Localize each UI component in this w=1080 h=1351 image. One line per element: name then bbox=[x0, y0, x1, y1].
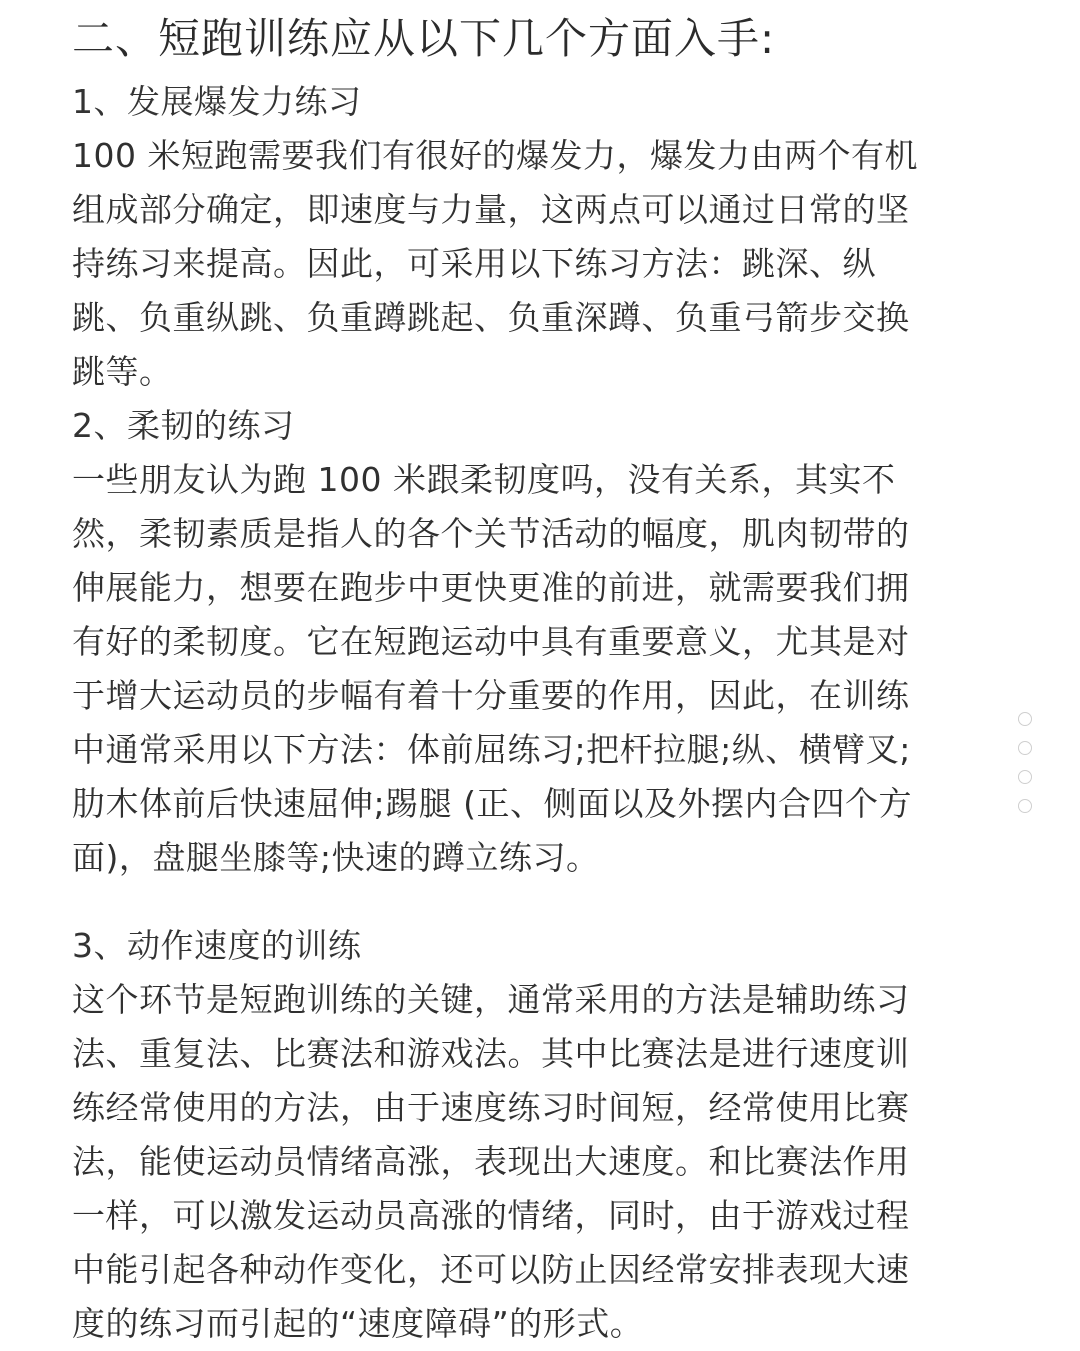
paragraph-line: 度的练习而引起的“速度障碍”的形式。 bbox=[72, 1304, 644, 1343]
paragraph-line: 于增大运动员的步幅有着十分重要的作用，因此，在训练 bbox=[72, 676, 910, 715]
paragraph-line: 100 米短跑需要我们有很好的爆发力，爆发力由两个有机 bbox=[72, 136, 918, 175]
paragraph-line: 一些朋友认为跑 100 米跟柔韧度吗，没有关系，其实不 bbox=[72, 460, 896, 499]
paragraph-line: 组成部分确定，即速度与力量，这两点可以通过日常的坚 bbox=[72, 190, 910, 229]
circle-indicator-icon[interactable] bbox=[1018, 770, 1032, 784]
circle-indicator-icon[interactable] bbox=[1018, 741, 1032, 755]
paragraph-line: 一样，可以激发运动员高涨的情绪，同时，由于游戏过程 bbox=[72, 1196, 910, 1235]
paragraph-line: 中通常采用以下方法：体前屈练习;把杆拉腿;纵、横臂叉; bbox=[72, 730, 911, 769]
paragraph-line: 练经常使用的方法，由于速度练习时间短，经常使用比赛 bbox=[72, 1088, 910, 1127]
paragraph-line: 面)，盘腿坐膝等;快速的蹲立练习。 bbox=[72, 838, 600, 877]
paragraph-line: 跳、负重纵跳、负重蹲跳起、负重深蹲、负重弓箭步交换 bbox=[72, 298, 910, 337]
paragraph-line: 这个环节是短跑训练的关键，通常采用的方法是辅助练习 bbox=[72, 980, 910, 1019]
section-heading: 2、柔韧的练习 bbox=[72, 406, 295, 445]
side-indicator bbox=[1018, 712, 1038, 828]
paragraph-line: 然，柔韧素质是指人的各个关节活动的幅度，肌肉韧带的 bbox=[72, 514, 910, 553]
paragraph-line: 中能引起各种动作变化，还可以防止因经常安排表现大速 bbox=[72, 1250, 910, 1289]
section-heading: 1、发展爆发力练习 bbox=[72, 82, 362, 121]
paragraph-line: 跳等。 bbox=[72, 352, 173, 391]
circle-indicator-icon[interactable] bbox=[1018, 799, 1032, 813]
page-title: 二、短跑训练应从以下几个方面入手: bbox=[72, 14, 776, 63]
paragraph-line: 有好的柔韧度。它在短跑运动中具有重要意义，尤其是对 bbox=[72, 622, 910, 661]
section-heading: 3、动作速度的训练 bbox=[72, 926, 362, 965]
paragraph-line: 伸展能力，想要在跑步中更快更准的前进，就需要我们拥 bbox=[72, 568, 910, 607]
paragraph-line: 法，能使运动员情绪高涨，表现出大速度。和比赛法作用 bbox=[72, 1142, 910, 1181]
paragraph-line: 法、重复法、比赛法和游戏法。其中比赛法是进行速度训 bbox=[72, 1034, 910, 1073]
circle-indicator-icon[interactable] bbox=[1018, 712, 1032, 726]
paragraph-line: 肋木体前后快速屈伸;踢腿 (正、侧面以及外摆内合四个方 bbox=[72, 784, 912, 823]
paragraph-line: 持练习来提高。因此，可采用以下练习方法：跳深、纵 bbox=[72, 244, 876, 283]
